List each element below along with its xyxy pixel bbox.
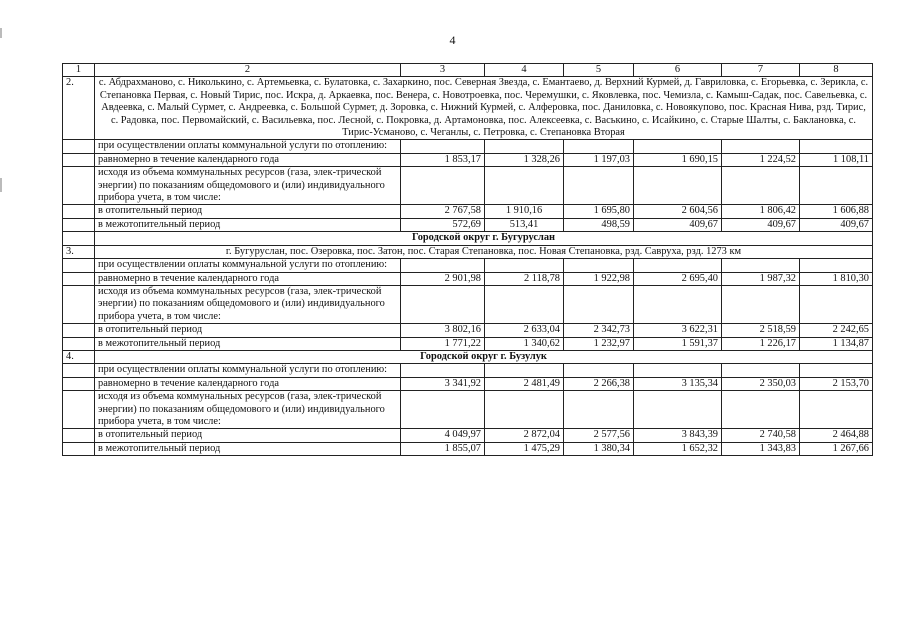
tariff-table: [62, 63, 873, 456]
value-cell: 409,67: [800, 218, 873, 231]
value-cell: 2 118,78: [485, 272, 564, 285]
row-index: 2.: [63, 77, 95, 140]
row-index: 3.: [63, 245, 95, 258]
value-cell: 1 267,66: [800, 442, 873, 455]
value-cell: 2 518,59: [722, 324, 800, 337]
value-cell: 3 802,16: [401, 324, 485, 337]
value-cell: 2 740,58: [722, 429, 800, 442]
column-number: 8: [800, 64, 873, 77]
interheating-row: [63, 337, 873, 350]
column-number: 1: [63, 64, 95, 77]
uniform-row: [63, 377, 873, 390]
value-cell: 2 242,65: [800, 324, 873, 337]
value-cell: 409,67: [634, 218, 722, 231]
uniform-row: [63, 153, 873, 166]
value-cell: 409,67: [722, 218, 800, 231]
row-label: при осуществлении оплаты коммунальной услуги по отоплению:: [95, 140, 401, 153]
value-cell: 1 853,17: [401, 153, 485, 166]
section-title-row: [63, 232, 873, 245]
value-cell: 1 591,37: [634, 337, 722, 350]
settlements-row: [63, 77, 873, 140]
value-cell: 3 843,39: [634, 429, 722, 442]
value-cell: 1 328,26: [485, 153, 564, 166]
value-cell: 1 226,17: [722, 337, 800, 350]
value-cell: 1 690,15: [634, 153, 722, 166]
column-number: 5: [564, 64, 634, 77]
value-cell: 1 771,22: [401, 337, 485, 350]
row-label: равномерно в течение календарного года: [95, 272, 401, 285]
row-label: в отопительный период: [95, 205, 401, 218]
value-cell: 1 606,88: [800, 205, 873, 218]
row-label: в межотопительный период: [95, 337, 401, 350]
value-cell: 1 340,62: [485, 337, 564, 350]
column-number: 6: [634, 64, 722, 77]
value-cell: 2 350,03: [722, 377, 800, 390]
value-cell: 2 767,58: [401, 205, 485, 218]
value-cell: 1 475,29: [485, 442, 564, 455]
row-label: исходя из объема коммунальных ресурсов (газа, элек-трической энергии) по показаниям общедомового и (или) индивидуального прибора учета, в том числе:: [95, 167, 401, 205]
meter-row: [63, 167, 873, 205]
value-cell: 1 343,83: [722, 442, 800, 455]
value-cell: 1 197,03: [564, 153, 634, 166]
row-label: при осуществлении оплаты коммунальной услуги по отоплению:: [95, 259, 401, 272]
row-label: равномерно в течение календарного года: [95, 377, 401, 390]
value-cell: 3 135,34: [634, 377, 722, 390]
value-cell: 2 901,98: [401, 272, 485, 285]
row-label: в межотопительный период: [95, 218, 401, 231]
value-cell: 2 604,56: [634, 205, 722, 218]
value-cell: 4 049,97: [401, 429, 485, 442]
column-number-row: [63, 64, 873, 77]
scan-edge-mark: [0, 178, 2, 192]
settlements-row: [63, 245, 873, 258]
value-cell: 572,69: [401, 218, 485, 231]
value-cell: 1 695,80: [564, 205, 634, 218]
value-cell: 2 695,40: [634, 272, 722, 285]
payment-row: [63, 140, 873, 153]
value-cell: 1 806,42: [722, 205, 800, 218]
section-title-row: [63, 350, 873, 363]
column-number: 3: [401, 64, 485, 77]
settlements-list: с. Абдрахманово, с. Николькино, с. Артемьевка, с. Булатовка, с. Захаркино, пос. Северная Звезда, с. Емантаево, д. Верхний Курмей, д. Гавриловка, с. Егорьевка, с. Зерикла, с. Степановка Первая, с. Новый Тирис, пос. Искра, д. Аркаевка, пос. Венера, с. Новотроевка, пос. Черемушки, с. Яковлевка, пос. Чемизла, с. Камыш-Садак, пос. Савельевка, с. Авдеевка, с. Малый Сурмет, с. Андреевка, с. Большой Сурмет, д. Зоровка, с. Нижний Курмей, с. Алферовка, пос. Даниловка, с. Новоякупово, пос. Красная Нива, рзд. Тирис, с. Радовка, пос. Первомайский, с. Васильевка, пос. Лесной, с. Покровка, д. Артамоновка, пос. Алексеевка, с. Васькино, с. Исайкино, с. Старые Шалты, с. Баклановка, с. Тирис-Усманово, с. Чеганлы, с. Петровка, с. Степановка Вторая: [95, 77, 873, 140]
heating-row: [63, 429, 873, 442]
column-number: 4: [485, 64, 564, 77]
value-cell: 1 224,52: [722, 153, 800, 166]
value-cell: 1 922,98: [564, 272, 634, 285]
value-cell: 2 577,56: [564, 429, 634, 442]
section-title: Городской округ г. Бугуруслан: [95, 232, 873, 245]
interheating-row: [63, 442, 873, 455]
row-label: в отопительный период: [95, 324, 401, 337]
value-cell: 1 232,97: [564, 337, 634, 350]
meter-row: [63, 285, 873, 323]
value-cell: 513,41: [485, 218, 564, 231]
payment-row: [63, 259, 873, 272]
column-number: 2: [95, 64, 401, 77]
interheating-row: [63, 218, 873, 231]
scan-edge-mark: [0, 28, 2, 38]
value-cell: 2 633,04: [485, 324, 564, 337]
row-label: исходя из объема коммунальных ресурсов (газа, элек-трической энергии) по показаниям общедомового и (или) индивидуального прибора учета, в том числе:: [95, 285, 401, 323]
value-cell: 1 910,16: [485, 205, 564, 218]
heating-row: [63, 205, 873, 218]
row-index: 4.: [63, 350, 95, 363]
page-number: 4: [449, 33, 456, 47]
row-label: в межотопительный период: [95, 442, 401, 455]
uniform-row: [63, 272, 873, 285]
value-cell: 1 810,30: [800, 272, 873, 285]
value-cell: 2 481,49: [485, 377, 564, 390]
heating-row: [63, 324, 873, 337]
value-cell: 2 153,70: [800, 377, 873, 390]
section-title: Городской округ г. Бузулук: [95, 350, 873, 363]
value-cell: 2 464,88: [800, 429, 873, 442]
value-cell: 498,59: [564, 218, 634, 231]
value-cell: 2 872,04: [485, 429, 564, 442]
value-cell: 1 855,07: [401, 442, 485, 455]
column-number: 7: [722, 64, 800, 77]
row-label: в отопительный период: [95, 429, 401, 442]
row-label: исходя из объема коммунальных ресурсов (газа, элек-трической энергии) по показаниям общедомового и (или) индивидуального прибора учета, в том числе:: [95, 391, 401, 429]
value-cell: 1 108,11: [800, 153, 873, 166]
payment-row: [63, 364, 873, 377]
meter-row: [63, 391, 873, 429]
value-cell: 2 342,73: [564, 324, 634, 337]
row-label: при осуществлении оплаты коммунальной услуги по отоплению:: [95, 364, 401, 377]
value-cell: 3 622,31: [634, 324, 722, 337]
value-cell: 1 987,32: [722, 272, 800, 285]
row-label: равномерно в течение календарного года: [95, 153, 401, 166]
value-cell: 1 380,34: [564, 442, 634, 455]
value-cell: 2 266,38: [564, 377, 634, 390]
value-cell: 3 341,92: [401, 377, 485, 390]
value-cell: 1 134,87: [800, 337, 873, 350]
value-cell: 1 652,32: [634, 442, 722, 455]
settlements-list: г. Бугуруслан, пос. Озеровка, пос. Затон, пос. Старая Степановка, пос. Новая Степановка, рзд. Савруха, рзд. 1273 км: [95, 245, 873, 258]
